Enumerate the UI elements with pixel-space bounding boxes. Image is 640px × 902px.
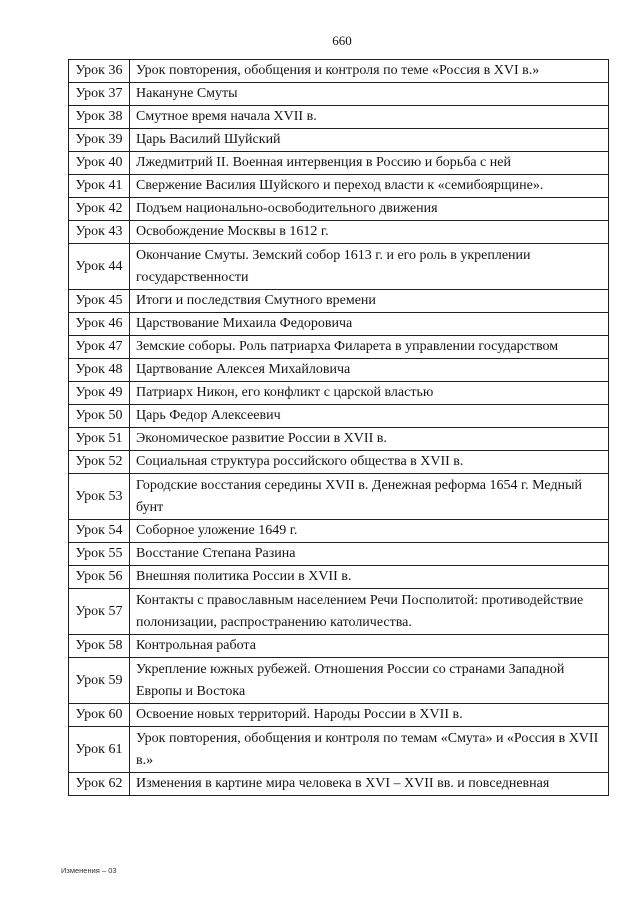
lesson-number: Урок 53	[69, 474, 130, 520]
lesson-topic: Внешняя политика России в XVII в.	[130, 566, 609, 589]
table-row	[69, 106, 609, 129]
lesson-number: Урок 58	[69, 635, 130, 658]
table-row	[69, 175, 609, 198]
table-row	[69, 451, 609, 474]
table-row	[69, 543, 609, 566]
table-row	[69, 428, 609, 451]
table-row	[69, 635, 609, 658]
lesson-topic: Царствование Михаила Федоровича	[130, 313, 609, 336]
table-row	[69, 221, 609, 244]
lesson-topic: Смутное время начала XVII в.	[130, 106, 609, 129]
lesson-topic: Царь Василий Шуйский	[130, 129, 609, 152]
lesson-topic: Восстание Степана Разина	[130, 543, 609, 566]
lesson-number: Урок 56	[69, 566, 130, 589]
lesson-topic: Окончание Смуты. Земский собор 1613 г. и его роль в укреплении государственности	[130, 244, 609, 290]
table-row	[69, 589, 609, 635]
lesson-number: Урок 38	[69, 106, 130, 129]
table-row	[69, 566, 609, 589]
lesson-number: Урок 43	[69, 221, 130, 244]
lesson-number: Урок 44	[69, 244, 130, 290]
table-row	[69, 60, 609, 83]
page-number: 660	[332, 33, 352, 48]
table-row	[69, 313, 609, 336]
table-row	[69, 336, 609, 359]
lesson-topic: Социальная структура российского общества в XVII в.	[130, 451, 609, 474]
lesson-number: Урок 54	[69, 520, 130, 543]
lesson-topic: Цартвование Алексея Михайловича	[130, 359, 609, 382]
lesson-number: Урок 37	[69, 83, 130, 106]
lesson-number: Урок 50	[69, 405, 130, 428]
lesson-topic: Изменения в картине мира человека в XVI – XVII вв. и повседневная	[130, 773, 609, 796]
table-row	[69, 727, 609, 773]
lesson-number: Урок 47	[69, 336, 130, 359]
lesson-number: Урок 40	[69, 152, 130, 175]
page-footer: Изменения – 03	[61, 866, 117, 875]
lesson-topic: Земские соборы. Роль патриарха Филарета в управлении государством	[130, 336, 609, 359]
lesson-number: Урок 59	[69, 658, 130, 704]
lesson-number: Урок 55	[69, 543, 130, 566]
lesson-topic: Экономическое развитие России в XVII в.	[130, 428, 609, 451]
lesson-topic: Лжедмитрий II. Военная интервенция в Россию и борьба с ней	[130, 152, 609, 175]
table-row	[69, 405, 609, 428]
lesson-number: Урок 42	[69, 198, 130, 221]
table-row	[69, 520, 609, 543]
lesson-number: Урок 39	[69, 129, 130, 152]
lesson-topic: Соборное уложение 1649 г.	[130, 520, 609, 543]
lesson-topic: Царь Федор Алексеевич	[130, 405, 609, 428]
lesson-number: Урок 36	[69, 60, 130, 83]
lesson-topic: Освоение новых территорий. Народы России в XVII в.	[130, 704, 609, 727]
table-row	[69, 382, 609, 405]
table-row	[69, 658, 609, 704]
lesson-number: Урок 49	[69, 382, 130, 405]
lesson-topic: Итоги и последствия Смутного времени	[130, 290, 609, 313]
table-row	[69, 474, 609, 520]
lesson-number: Урок 57	[69, 589, 130, 635]
table-row	[69, 704, 609, 727]
lesson-number: Урок 41	[69, 175, 130, 198]
table-row	[69, 152, 609, 175]
lesson-number: Урок 45	[69, 290, 130, 313]
lesson-topic: Урок повторения, обобщения и контроля по темам «Смута» и «Россия в XVII в.»	[130, 727, 609, 773]
lesson-number: Урок 60	[69, 704, 130, 727]
lesson-number: Урок 52	[69, 451, 130, 474]
lesson-topic: Контрольная работа	[130, 635, 609, 658]
lesson-topic: Патриарх Никон, его конфликт с царской властью	[130, 382, 609, 405]
lesson-number: Урок 46	[69, 313, 130, 336]
lesson-topic: Накануне Смуты	[130, 83, 609, 106]
lesson-topic: Свержение Василия Шуйского и переход власти к «семибоярщине».	[130, 175, 609, 198]
table-row	[69, 359, 609, 382]
table-row	[69, 129, 609, 152]
lesson-number: Урок 61	[69, 727, 130, 773]
lesson-topic: Городские восстания середины XVII в. Денежная реформа 1654 г. Медный бунт	[130, 474, 609, 520]
lesson-number: Урок 51	[69, 428, 130, 451]
lesson-topic: Укрепление южных рубежей. Отношения России со странами Западной Европы и Востока	[130, 658, 609, 704]
lessons-table	[68, 59, 609, 796]
lesson-topic: Освобождение Москвы в 1612 г.	[130, 221, 609, 244]
table-row	[69, 198, 609, 221]
lesson-number: Урок 48	[69, 359, 130, 382]
table-row	[69, 83, 609, 106]
lesson-topic: Урок повторения, обобщения и контроля по теме «Россия в XVI в.»	[130, 60, 609, 83]
table-row	[69, 244, 609, 290]
lesson-topic: Контакты с православным населением Речи Посполитой: противодействие полонизации, распространению католичества.	[130, 589, 609, 635]
lesson-number: Урок 62	[69, 773, 130, 796]
table-row	[69, 290, 609, 313]
table-row	[69, 773, 609, 796]
lesson-topic: Подъем национально-освободительного движения	[130, 198, 609, 221]
